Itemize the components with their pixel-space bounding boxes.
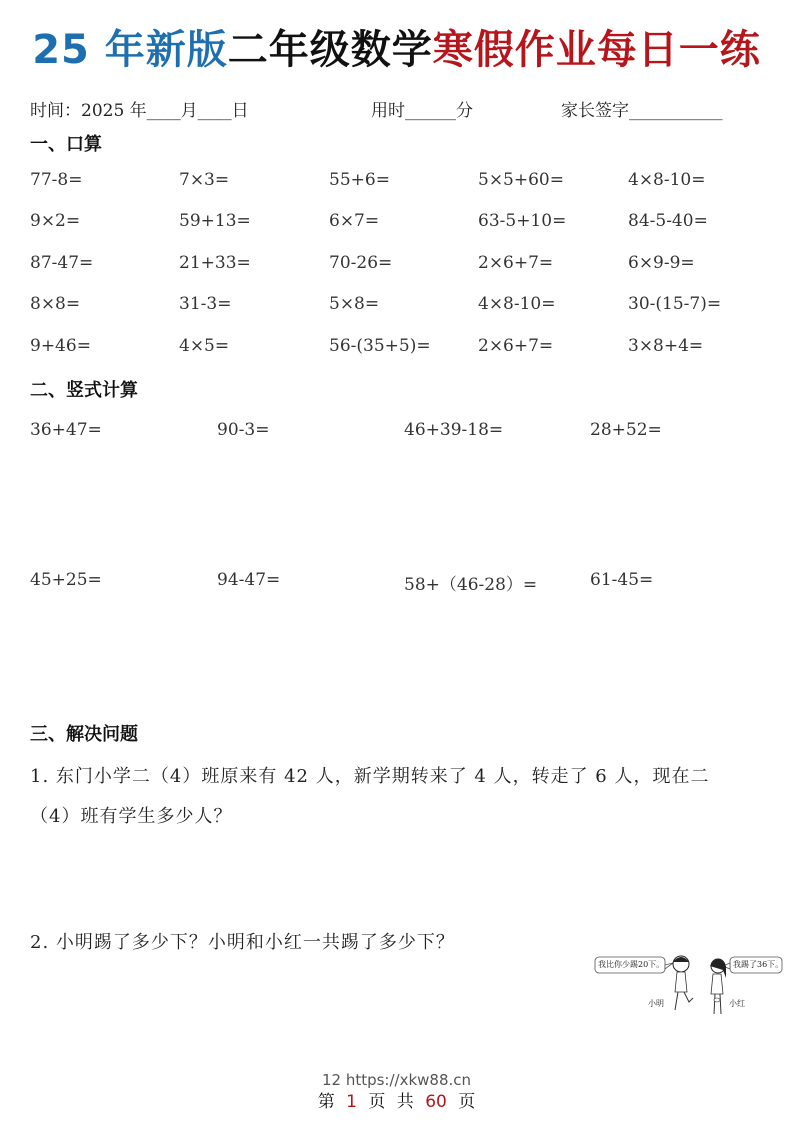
page-title	[0, 22, 793, 78]
vertical-item: 58+（46-28）=	[404, 575, 538, 595]
oral-item: 4×5=	[179, 336, 230, 356]
vertical-item: 46+39-18=	[404, 420, 504, 440]
oral-item: 4×8-10=	[478, 294, 556, 314]
oral-item: 7×3=	[179, 170, 230, 190]
vertical-item: 36+47=	[30, 420, 102, 440]
section-heading-problems: 三、解决问题	[30, 724, 138, 745]
vertical-item: 61-45=	[590, 570, 654, 590]
problem-1-line-1: 1. 东门小学二（4）班原来有 42 人，新学期转来了 4 人，转走了 6 人，现在二	[30, 766, 710, 787]
oral-item: 30-(15-7)=	[628, 294, 722, 314]
title-part-red: 寒假作业每日一练	[432, 27, 761, 73]
oral-item: 59+13=	[179, 211, 251, 231]
oral-item: 8×8=	[30, 294, 81, 314]
vertical-item: 45+25=	[30, 570, 102, 590]
kids-illustration	[593, 950, 783, 1025]
vertical-item: 28+52=	[590, 420, 662, 440]
name-left: 小明	[648, 999, 664, 1008]
oral-item: 5×5+60=	[478, 170, 564, 190]
oral-item: 21+33=	[179, 253, 251, 273]
vertical-item: 94-47=	[217, 570, 281, 590]
problem-1-line-2: （4）班有学生多少人？	[30, 806, 233, 827]
problem-2: 2. 小明踢了多少下？小明和小红一共踢了多少下？	[30, 932, 455, 953]
oral-item: 2×6+7=	[478, 336, 554, 356]
bubble-left-text: 我比你少踢20下。	[598, 960, 665, 969]
footer-url: 12 https://xkw88.cn	[321, 1071, 472, 1089]
oral-item: 3×8+4=	[628, 336, 704, 356]
section-heading-vertical: 二、竖式计算	[30, 380, 138, 401]
oral-item: 70-26=	[329, 253, 393, 273]
page-prefix: 第	[317, 1092, 335, 1112]
page-mid: 页 共	[368, 1092, 414, 1112]
name-right: 小红	[729, 999, 745, 1008]
bubble-right-text: 我踢了36下。	[733, 960, 784, 969]
page-current: 1	[346, 1092, 357, 1112]
oral-item: 63-5+10=	[478, 211, 567, 231]
oral-item: 56-(35+5)=	[329, 336, 431, 356]
oral-item: 87-47=	[30, 253, 94, 273]
page-indicator	[0, 1087, 793, 1112]
oral-item: 4×8-10=	[628, 170, 706, 190]
parent-signature-field[interactable]: 家长签字___________	[561, 101, 723, 121]
oral-item: 77-8=	[30, 170, 83, 190]
time-used-field[interactable]: 用时______分	[371, 101, 473, 121]
oral-item: 6×7=	[329, 211, 380, 231]
title-part-black: 二年级数学	[227, 27, 433, 73]
section-heading-oral: 一、口算	[30, 134, 102, 155]
date-field[interactable]: 时间：2025 年____月____日	[30, 101, 249, 121]
oral-item: 55+6=	[329, 170, 390, 190]
title-part-blue: 25 年新版	[32, 27, 228, 73]
page-suffix: 页	[458, 1092, 476, 1112]
oral-item: 9×2=	[30, 211, 81, 231]
oral-item: 2×6+7=	[478, 253, 554, 273]
oral-item: 9+46=	[30, 336, 91, 356]
vertical-item: 90-3=	[217, 420, 270, 440]
page-total: 60	[425, 1092, 447, 1112]
oral-item: 84-5-40=	[628, 211, 708, 231]
oral-item: 6×9-9=	[628, 253, 695, 273]
oral-item: 5×8=	[329, 294, 380, 314]
oral-item: 31-3=	[179, 294, 232, 314]
